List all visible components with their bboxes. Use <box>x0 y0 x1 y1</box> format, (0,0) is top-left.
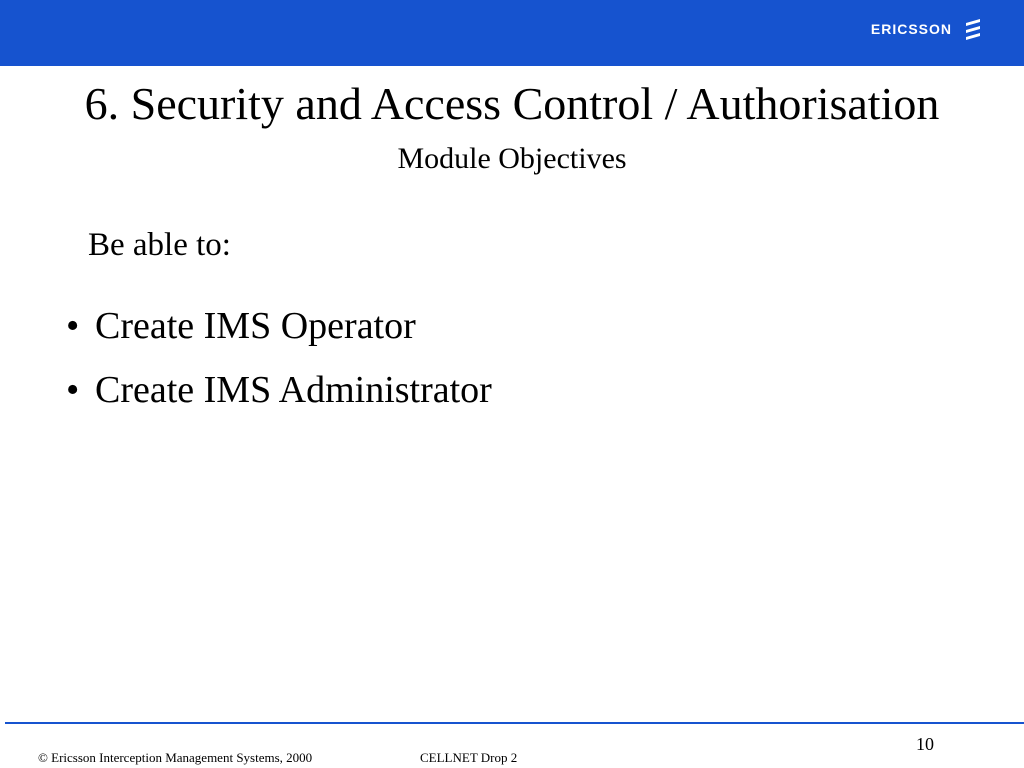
bullet-marker: • <box>66 369 80 411</box>
ericsson-logo-icon <box>962 18 984 40</box>
brand-name: ERICSSON <box>870 21 952 37</box>
bullet-marker: • <box>66 305 80 347</box>
slide-subtitle: Module Objectives <box>397 142 627 175</box>
brand-logo <box>871 17 984 41</box>
copyright-text: © Ericsson Interception Management Systems, 2000 <box>38 750 313 765</box>
bullet-text: Create IMS Administrator <box>95 369 492 411</box>
footer-divider <box>5 722 1024 724</box>
slide-title: 6. Security and Access Control / Authorisation <box>84 78 940 129</box>
bullet-text: Create IMS Operator <box>95 305 416 347</box>
footer-project-label: CELLNET Drop 2 <box>420 750 518 765</box>
intro-text: Be able to: <box>88 227 231 263</box>
page-number: 10 <box>916 734 934 754</box>
header-bar <box>0 0 1024 66</box>
